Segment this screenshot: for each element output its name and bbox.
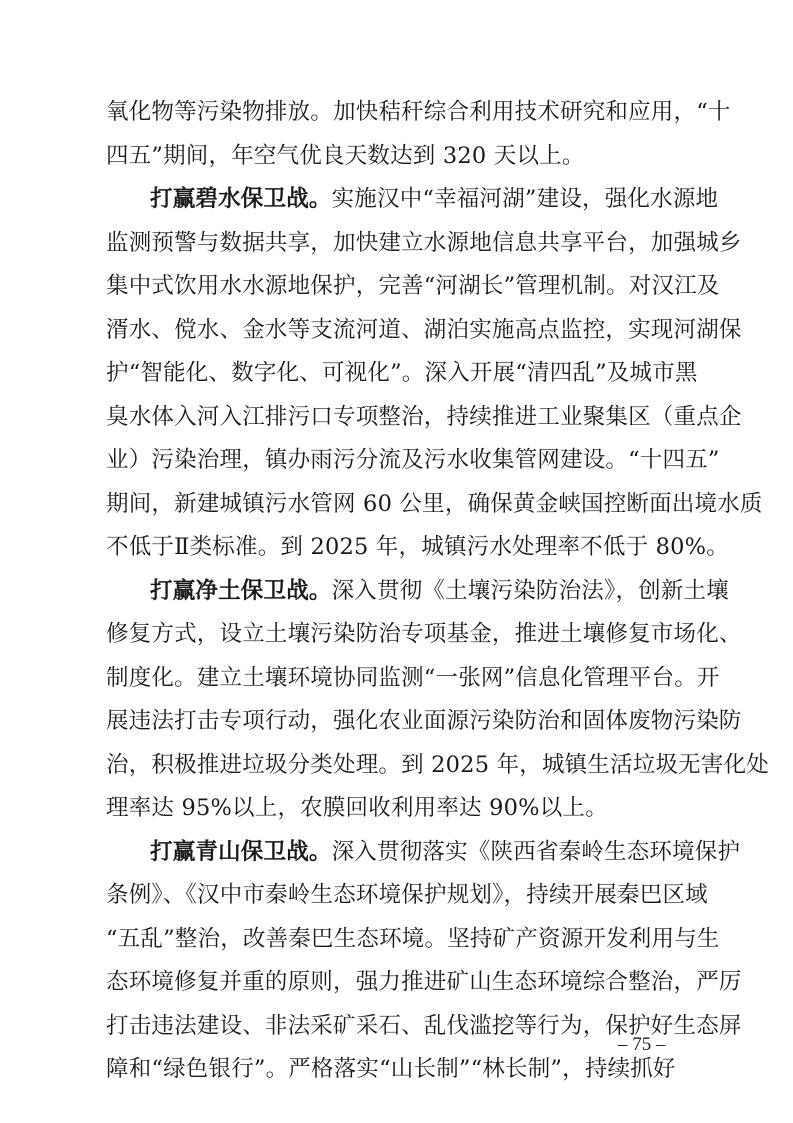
text-line: 条例》、《汉中市秦岭生态环境保护规划》，持续开展秦巴区域: [106, 882, 708, 908]
section-heading: 打赢净土保卫战。: [150, 578, 332, 604]
text-line: 不低于Ⅱ类标准。到 2025 年，城镇污水处理率不低于 80%。: [106, 534, 729, 560]
text-line: 展违法打击专项行动，强化农业面源污染防治和固体废物污染防: [106, 708, 742, 734]
text-line: 护“智能化、数字化、可视化”。深入开展“清四乱”及城市黑: [106, 360, 698, 386]
text-line: 集中式饮用水水源地保护，完善“河湖长”管理机制。对汉江及: [106, 273, 720, 299]
text-line: 业）污染治理，镇办雨污分流及污水收集管网建设。“十四五”: [106, 447, 720, 473]
text-line: 期间，新建城镇污水管网 60 公里，确保黄金峡国控断面出境水质: [106, 491, 763, 517]
text-line: 打击违法建设、非法采矿采石、乱伐滥挖等行为，保护好生态屏: [106, 1013, 742, 1039]
page-number: – 75 –: [618, 1034, 666, 1055]
text-line: “五乱”整治，改善秦巴生态环境。坚持矿产资源开发利用与生: [106, 926, 720, 952]
paragraph-heading-line: 打赢青山保卫战。深入贯彻落实《陕西省秦岭生态环境保护: [150, 839, 741, 865]
section-heading: 打赢青山保卫战。: [150, 839, 332, 865]
text-line: 障和“绿色银行”。严格落实“山长制”“林长制”，持续抓好: [106, 1056, 676, 1082]
text-line: 态环境修复并重的原则，强力推进矿山生态环境综合整治，严厉: [106, 969, 742, 995]
text-line: 制度化。建立土壤环境协同监测“一张网”信息化管理平台。开: [106, 665, 720, 691]
section-heading: 打赢碧水保卫战。: [150, 186, 332, 212]
text-line: 湑水、傥水、金水等支流河道、湖泊实施高点监控，实现河湖保: [106, 317, 742, 343]
text-line: 理率达 95%以上，农膜回收利用率达 90%以上。: [106, 795, 608, 821]
text-line: 监测预警与数据共享，加快建立水源地信息共享平台，加强城乡: [106, 230, 742, 256]
paragraph-heading-line: 打赢净土保卫战。深入贯彻《土壤污染防治法》，创新土壤: [150, 578, 729, 604]
text-line: 氧化物等污染物排放。加快秸秆综合利用技术研究和应用，“十: [106, 99, 731, 125]
text-line: 修复方式，设立土壤污染防治专项基金，推进土壤修复市场化、: [106, 621, 742, 647]
text-line: 臭水体入河入江排污口专项整治，持续推进工业聚集区（重点企: [106, 404, 742, 430]
text-line: 四五”期间，年空气优良天数达到 320 天以上。: [106, 143, 585, 169]
text-line: 治，积极推进垃圾分类处理。到 2025 年，城镇生活垃圾无害化处: [106, 752, 769, 778]
paragraph-heading-line: 打赢碧水保卫战。实施汉中“幸福河湖”建设，强化水源地: [150, 186, 719, 212]
